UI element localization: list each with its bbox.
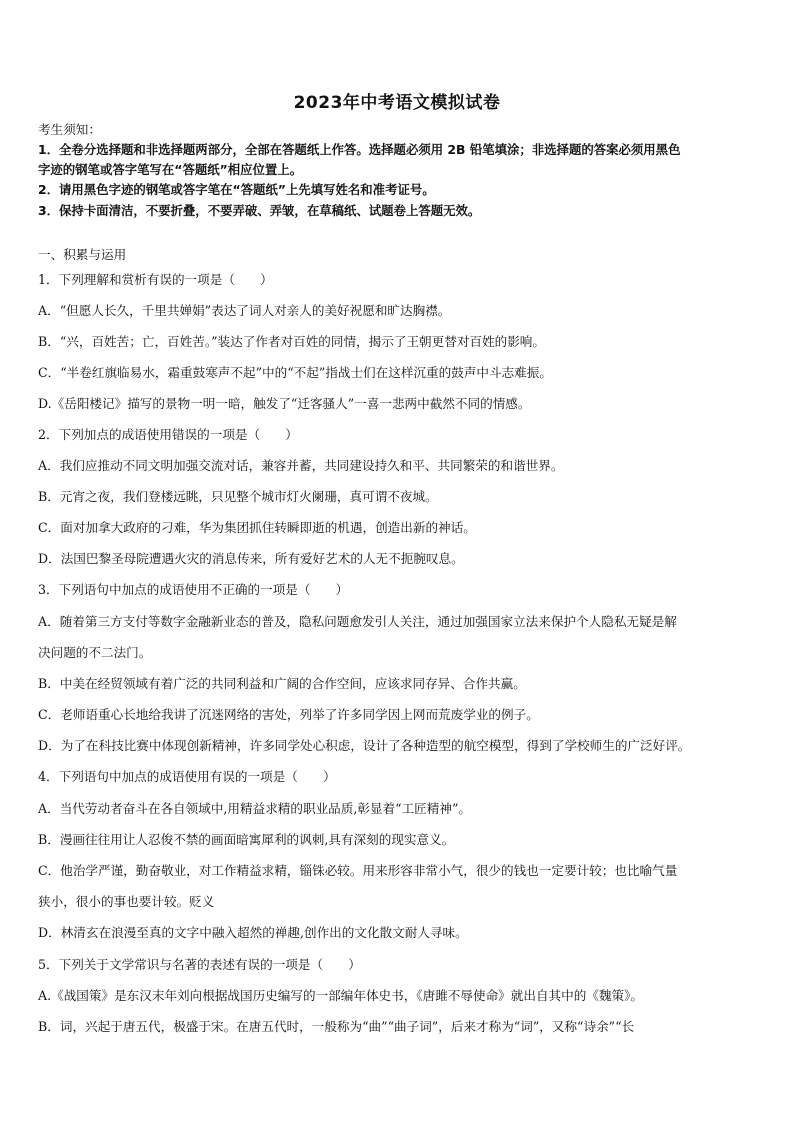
question-1-option-c: C．“半卷红旗临易水，霜重鼓寒声不起”中的“不起”指战士们在这样沉重的鼓声中斗志难振。 [38, 365, 552, 380]
question-4-option-c-cont: 狭小，很小的事也要计较。贬义 [38, 894, 215, 909]
notice-heading: 考生须知： [38, 122, 101, 137]
notice-item-1: 1．全卷分选择题和非选择题两部分，全部在答题纸上作答。选择题必须用 2B 铅笔填涂；非选择题的答案必须用黑色 [38, 142, 681, 157]
section-heading: 一、积累与运用 [38, 247, 127, 262]
question-3-option-a-cont: 决问题的不二法门。 [38, 645, 152, 660]
question-5-stem: 5．下列关于文学常识与名著的表述有误的一项是（ ） [38, 957, 361, 972]
question-1-option-b: B．“兴，百姓苦；亡，百姓苦。”装达了作者对百姓的同情，揭示了王朝更替对百姓的影响。 [38, 334, 545, 349]
notice-item-2: 2．请用黑色字迹的钢笔或答字笔在“答题纸”上先填写姓名和准考证号。 [38, 182, 435, 197]
question-4-option-d: D．林清玄在浪漫至真的文字中融入超然的禅趣,创作出的文化散文耐人寻味。 [38, 925, 468, 940]
question-4-option-a: A．当代劳动者奋斗在各自领域中,用精益求精的职业品质,彰显着“工匠精神”。 [38, 801, 471, 816]
question-4-stem: 4．下列语句中加点的成语使用有误的一项是（ ） [38, 769, 336, 784]
question-2-option-d: D．法国巴黎圣母院遭遇火灾的消息传来，所有爱好艺术的人无不扼腕叹息。 [38, 551, 464, 566]
question-1-option-d: D.《岳阳楼记》描写的景物一明一暗，触发了“迁客骚人”一喜一悲两中截然不同的情感。 [38, 396, 531, 411]
question-1-option-a: A．“但愿人长久，千里共婵娟”表达了词人对亲人的美好祝愿和旷达胸襟。 [38, 303, 451, 318]
page-title: 2023年中考语文模拟试卷 [293, 93, 501, 113]
notice-item-3: 3．保持卡面清洁，不要折叠，不要弄破、弄皱，在草稿纸、试题卷上答题无效。 [38, 203, 481, 218]
question-5-option-b: B．词，兴起于唐五代，极盛于宋。在唐五代时，一般称为“曲”“曲子词”，后来才称为“词”，又称“诗余”“长 [38, 1019, 635, 1034]
question-4-option-b: B．漫画往往用让人忍俊不禁的画面暗寓犀利的讽刺,具有深刻的现实意义。 [38, 832, 455, 847]
question-2-option-c: C．面对加拿大政府的刁难，华为集团抓住转瞬即逝的机遇，创造出新的神话。 [38, 520, 476, 535]
question-3-stem: 3．下列语句中加点的成语使用不正确的一项是（ ） [38, 582, 349, 597]
question-3-option-a: A．随着第三方支付等数字金融新业态的普及，隐私问题愈发引人关注，通过加强国家立法来保护个人隐私无疑是解 [38, 614, 677, 629]
question-3-option-b: B．中美在经贸领域有着广泛的共同利益和广阔的合作空间，应该求同存异、合作共赢。 [38, 676, 526, 691]
question-2-stem: 2．下列加点的成语使用错误的一项是（ ） [38, 427, 298, 442]
question-4-option-c: C．他治学严谨，勤奋敬业，对工作精益求精，锱铢必较。用来形容非常小气，很少的钱也一定要计较；也比喻气量 [38, 863, 678, 878]
question-2-option-b: B．元宵之夜，我们登楼远眺，只见整个城市灯火阑珊，真可谓不夜城。 [38, 489, 438, 504]
question-2-option-a: A．我们应推动不同文明加强交流对话，兼容并蓄，共同建设持久和平、共同繁荣的和谐世界。 [38, 458, 564, 473]
question-3-option-c: C．老师语重心长地给我讲了沉迷网络的害处，列举了许多同学因上网而荒废学业的例子。 [38, 707, 539, 722]
question-3-option-d: D．为了在科技比赛中体现创新精神，许多同学处心积虑，设计了各种造型的航空模型，得到了学校师生的广泛好评。 [38, 738, 691, 753]
question-1-stem: 1．下列理解和赏析有误的一项是（ ） [38, 272, 273, 287]
notice-item-1-cont: 字迹的钢笔或答字笔写在“答题纸”相应位置上。 [38, 162, 303, 177]
question-5-option-a: A.《战国策》是东汉末年刘向根据战国历史编写的一部编年体史书，《唐雎不辱使命》就出自其中的《魏策》。 [38, 988, 643, 1003]
